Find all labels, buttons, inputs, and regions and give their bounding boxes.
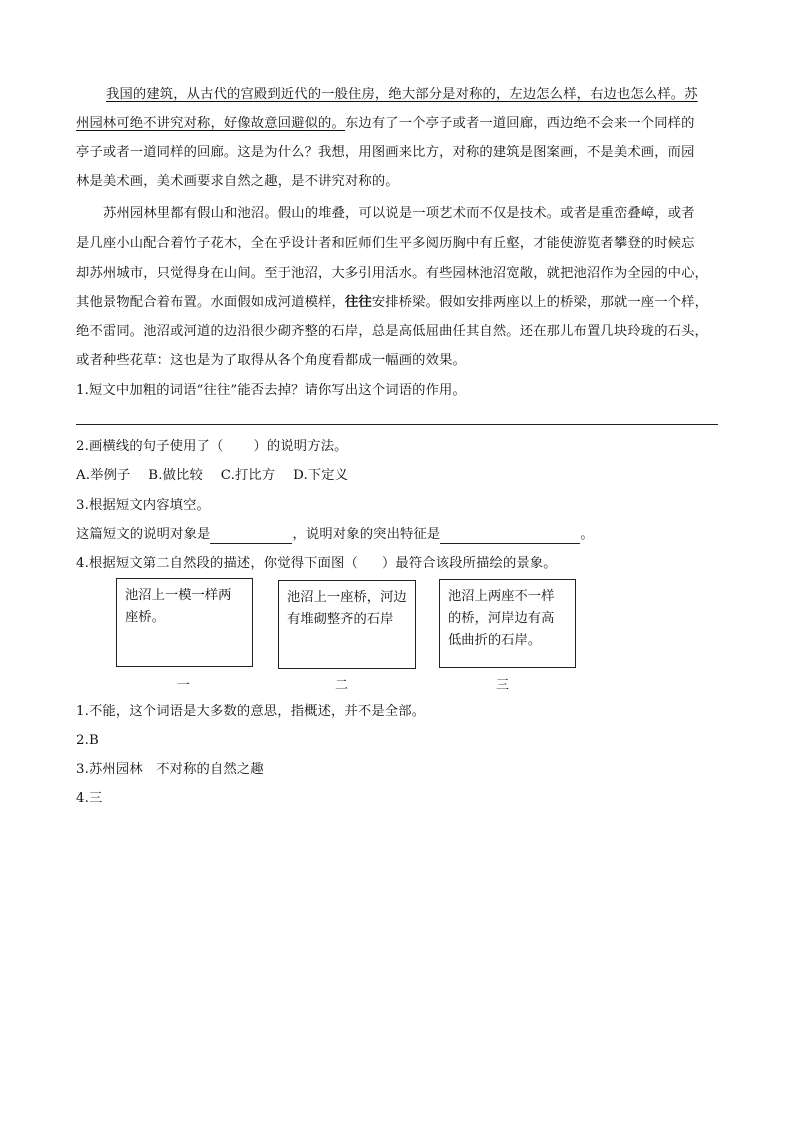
passage-line: 其他景物配合着布置。水面假如成河道模样，往往安排桥梁。假如安排两座以上的桥梁，那就一座一个样， (76, 295, 709, 310)
passage-line: 或者种些花草：这也是为了取得从各个角度看都成一幅画的效果。 (76, 353, 466, 368)
picture-box-1[interactable]: 池沼上一模一样两座桥。 (116, 578, 253, 667)
answer-3: 3.苏州园林 不对称的自然之趣 (76, 762, 264, 777)
answer-4: 4.三 (76, 791, 103, 806)
question-3: 3.根据短文内容填空。 (76, 498, 211, 513)
answer-1: 1.不能，这个词语是大多数的意思，指概述，并不是全部。 (76, 704, 426, 719)
picture-caption-2: 二 (335, 678, 349, 693)
answer-line[interactable] (76, 424, 718, 425)
passage-line (76, 86, 718, 104)
passage-line: 林是美术画，美术画要求自然之趣，是不讲究对称的。 (76, 174, 399, 189)
picture-caption-1: 一 (177, 678, 191, 693)
question-1: 1.短文中加粗的词语“往往”能否去掉？请你写出这个词语的作用。 (76, 383, 466, 398)
bold-word: 往往 (344, 295, 372, 310)
passage-line: 亭子或者一道同样的回廊。这是为什么？我想，用图画来比方，对称的建筑是图案画，不是美术画，而园 (76, 145, 695, 160)
question-2-options: A.举例子 B.做比较 C.打比方 D.下定义 (76, 468, 349, 483)
fill-blank-feature[interactable] (440, 529, 580, 544)
passage-line: 苏州园林里都有假山和池沼。假山的堆叠，可以说是一项艺术而不仅是技术。或者是重峦叠嶂，或者 (103, 206, 695, 221)
underlined-sentence: 我国的建筑，从古代的宫殿到近代的一般住房，绝大部分是对称的，左边怎么样，右边也怎么样。苏 (106, 87, 698, 102)
underlined-sentence: 州园林可绝不讲究对称，好像故意回避似的。 (76, 116, 345, 131)
picture-box-2[interactable]: 池沼上一座桥，河边有堆砌整齐的石岸 (278, 580, 416, 669)
question-4: 4.根据短文第二自然段的描述，你觉得下面图（ ）最符合该段所描绘的景象。 (76, 556, 557, 571)
answer-2: 2.B (76, 733, 99, 748)
question-3-fill: 这篇短文的说明对象是 ，说明对象的突出特征是 。 (76, 527, 594, 542)
passage-line: 绝不雷同。池沼或河道的边沿很少砌齐整的石岸，总是高低屈曲任其自然。还在那儿布置几块玲珑的石头， (76, 324, 709, 339)
passage-line: 却苏州城市，只觉得身在山间。至于池沼，大多引用活水。有些园林池沼宽敞，就把池沼作为全园的中心， (76, 266, 709, 281)
fill-blank-object[interactable] (210, 529, 292, 544)
passage-line: 是几座小山配合着竹子花木，全在乎设计者和匠师们生平多阅历胸中有丘壑，才能使游览者攀登的时候忘 (76, 236, 695, 251)
picture-box-3[interactable]: 池沼上两座不一样的桥，河岸边有高低曲折的石岸。 (439, 579, 576, 668)
picture-caption-3: 三 (496, 678, 510, 693)
passage-line: 州园林可绝不讲究对称，好像故意回避似的。东边有了一个亭子或者一道回廊，西边绝不会来一个同样的 (76, 116, 695, 131)
question-2: 2.画横线的句子使用了（ ）的说明方法。 (76, 439, 348, 454)
